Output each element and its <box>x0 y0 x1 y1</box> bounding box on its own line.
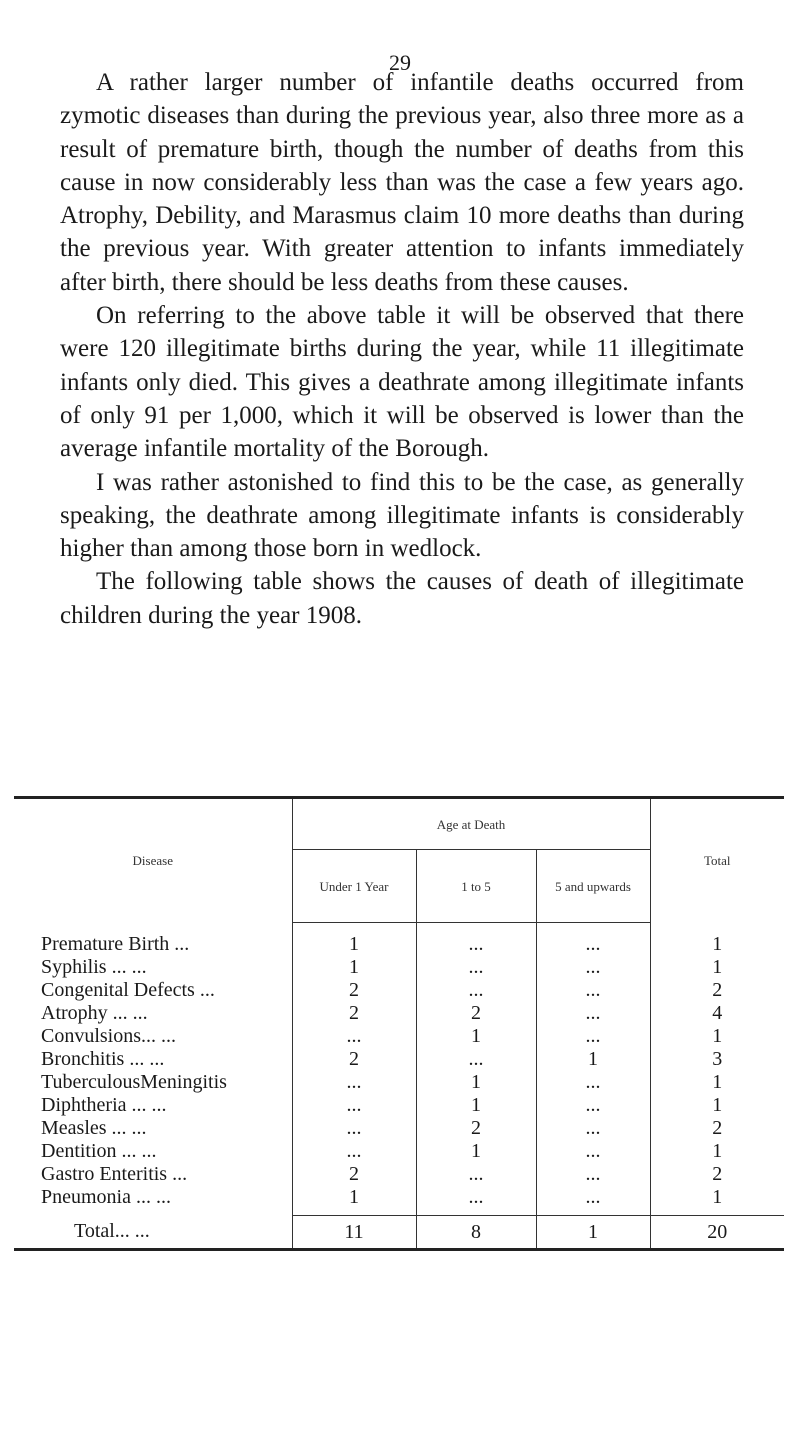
row-1-to-5: 1 <box>416 1094 536 1117</box>
row-1-to-5: 2 <box>416 1002 536 1025</box>
row-under-1: 2 <box>292 1048 416 1071</box>
row-5-up: ... <box>536 1163 650 1186</box>
row-total: 2 <box>650 1117 784 1140</box>
row-total: 3 <box>650 1048 784 1071</box>
table-row <box>14 1140 784 1163</box>
row-1-to-5: ... <box>416 979 536 1002</box>
row-total: 1 <box>650 1186 784 1216</box>
row-disease: Diphtheria ... ... <box>41 1094 167 1116</box>
page-number: 29 <box>389 50 411 75</box>
header-under-1-year: Under 1 Year <box>292 850 416 923</box>
table-row <box>14 1025 784 1048</box>
body-text <box>60 66 744 632</box>
row-disease: Pneumonia ... ... <box>41 1186 171 1209</box>
illegitimate-deaths-table <box>14 796 784 1251</box>
header-disease: Disease <box>132 853 173 869</box>
total-all: 20 <box>650 1216 784 1250</box>
table-row <box>14 979 784 1002</box>
row-disease: Dentition ... ... <box>41 1140 157 1162</box>
table-row <box>14 1163 784 1186</box>
total-5-up: 1 <box>536 1216 650 1250</box>
row-total: 1 <box>650 1140 784 1163</box>
row-5-up: ... <box>536 979 650 1002</box>
row-1-to-5: ... <box>416 923 536 957</box>
paragraph-4: The following table shows the causes of death of illegitimate children during the year 1908. <box>60 568 744 629</box>
row-5-up: 1 <box>536 1048 650 1071</box>
row-5-up: ... <box>536 1071 650 1094</box>
row-under-1: ... <box>292 1094 416 1117</box>
row-5-up: ... <box>536 1002 650 1025</box>
table-row <box>14 956 784 979</box>
row-total: 1 <box>650 1025 784 1048</box>
row-under-1: ... <box>292 1025 416 1048</box>
total-1-to-5: 8 <box>416 1216 536 1250</box>
row-5-up: ... <box>536 923 650 957</box>
row-total: 1 <box>650 1071 784 1094</box>
total-under-1: 11 <box>292 1216 416 1250</box>
row-disease: Convulsions... ... <box>41 1025 177 1047</box>
table-row <box>14 1048 784 1071</box>
paragraph-1: A rather larger number of infantile deaths occurred from zymotic diseases than during the previous year, also three more as a result of premature birth, though the number of deaths from this cause in now considerably less than was the case a few years ago. Atrophy, Debility, and Marasmus claim 10 more deaths than during the previous year. With greater attention to infants immediately after birth, there should be less deaths from these causes. <box>60 69 744 296</box>
header-age-at-death: Age at Death <box>292 798 650 850</box>
row-disease: Premature Birth ... <box>41 932 190 955</box>
row-under-1: 2 <box>292 979 416 1002</box>
table-row <box>14 923 784 957</box>
row-under-1: ... <box>292 1071 416 1094</box>
row-under-1: 2 <box>292 1002 416 1025</box>
row-disease: Gastro Enteritis ... <box>41 1163 188 1185</box>
row-under-1: 1 <box>292 956 416 979</box>
row-total: 4 <box>650 1002 784 1025</box>
table-row <box>14 1094 784 1117</box>
table-row <box>14 1186 784 1216</box>
header-1-to-5: 1 to 5 <box>416 850 536 923</box>
row-1-to-5: ... <box>416 1048 536 1071</box>
row-under-1: 1 <box>292 1186 416 1216</box>
header-5-and-upwards: 5 and upwards <box>536 850 650 923</box>
row-1-to-5: 2 <box>416 1117 536 1140</box>
row-total: 2 <box>650 1163 784 1186</box>
table-row <box>14 1002 784 1025</box>
row-total: 2 <box>650 979 784 1002</box>
row-under-1: ... <box>292 1117 416 1140</box>
header-total: Total <box>650 798 784 923</box>
table-row <box>14 1117 784 1140</box>
row-5-up: ... <box>536 1186 650 1216</box>
row-1-to-5: 1 <box>416 1025 536 1048</box>
row-under-1: 2 <box>292 1163 416 1186</box>
row-1-to-5: ... <box>416 1163 536 1186</box>
row-disease: Bronchitis ... ... <box>41 1048 165 1070</box>
paragraph-3: I was rather astonished to find this to be the case, as generally speaking, the deathrate among illegitimate infants is considerably higher than among those born in wedlock. <box>60 468 744 563</box>
row-5-up: ... <box>536 1140 650 1163</box>
row-disease: Measles ... ... <box>41 1117 147 1139</box>
row-1-to-5: ... <box>416 956 536 979</box>
row-5-up: ... <box>536 956 650 979</box>
row-total: 1 <box>650 923 784 957</box>
row-disease: Congenital Defects ... <box>41 979 215 1001</box>
row-total: 1 <box>650 1094 784 1117</box>
total-label: Total... ... <box>74 1220 150 1243</box>
row-under-1: ... <box>292 1140 416 1163</box>
table-body <box>14 923 784 1216</box>
row-1-to-5: 1 <box>416 1071 536 1094</box>
row-under-1: 1 <box>292 923 416 957</box>
row-5-up: ... <box>536 1117 650 1140</box>
table-row <box>14 1071 784 1094</box>
row-disease: Atrophy ... ... <box>41 1002 148 1024</box>
row-total: 1 <box>650 956 784 979</box>
row-disease: Syphilis ... ... <box>41 956 147 978</box>
row-1-to-5: ... <box>416 1186 536 1216</box>
paragraph-2: On referring to the above table it will be observed that there were 120 illegitimate births during the year, while 11 illegitimate infants only died. This gives a deathrate among illegitimate infants of only 91 per 1,000, which it will be observed is lower than the average infantile mortality of the Borough. <box>60 302 744 463</box>
row-1-to-5: 1 <box>416 1140 536 1163</box>
total-row <box>14 1216 784 1250</box>
row-5-up: ... <box>536 1094 650 1117</box>
row-disease: TuberculousMeningitis <box>41 1071 227 1093</box>
row-5-up: ... <box>536 1025 650 1048</box>
